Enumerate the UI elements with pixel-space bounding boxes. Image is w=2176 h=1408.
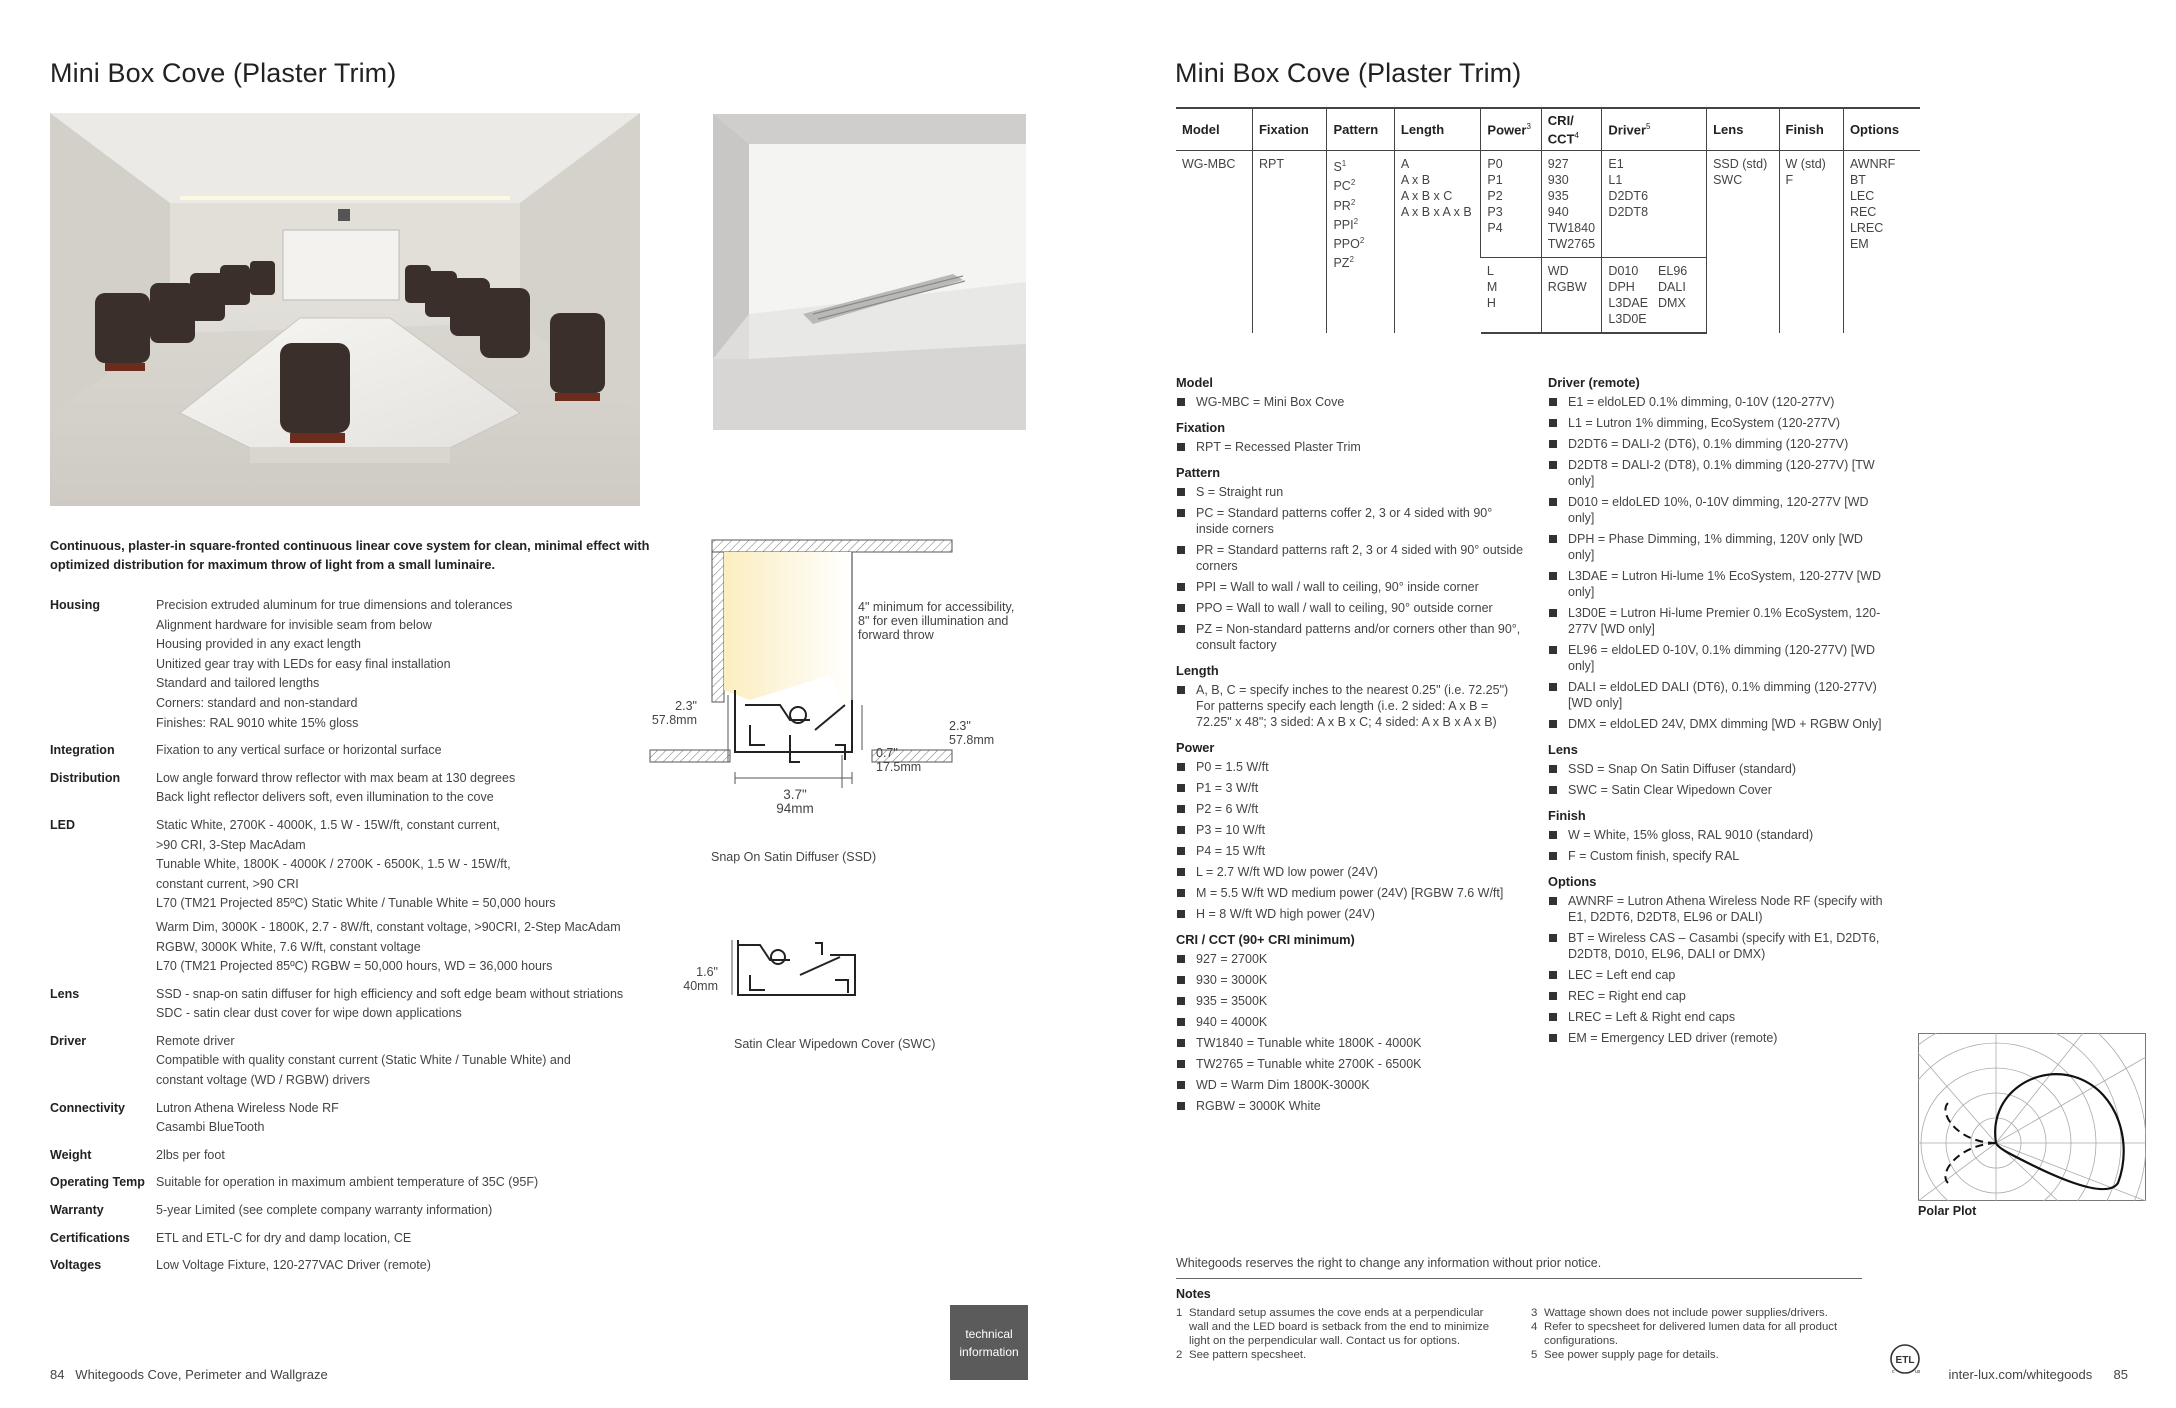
spec-row [50, 1201, 660, 1221]
legend-item: P3 = 10 W/ft [1176, 822, 1526, 838]
legend-item: D010 = eldoLED 10%, 0-10V dimming, 120-277V [WD only] [1548, 494, 1888, 526]
spec-lines [156, 1099, 660, 1138]
table-cell-value: SWC [1713, 173, 1743, 188]
spec-lines [156, 596, 660, 733]
legend-item: M = 5.5 W/ft WD medium power (24V) [RGBW 7.6 W/ft] [1176, 885, 1526, 901]
header-lens: Lens [1707, 108, 1779, 151]
table-cell-value: A x B x A x B [1400, 205, 1472, 220]
legend-item: DALI = eldoLED DALI (DT6), 0.1% dimming (120-277V) [WD only] [1548, 679, 1888, 711]
dimension-small: 0.7" 17.5mm [876, 746, 922, 774]
spec-label: Weight [50, 1147, 92, 1162]
legend-list [1548, 827, 1888, 864]
spec-label: Driver [50, 1033, 87, 1048]
spec-row [50, 985, 660, 1024]
legend-item: L3D0E = Lutron Hi-lume Premier 0.1% EcoSystem, 120-277V [WD only] [1548, 605, 1888, 637]
legend-item: H = 8 W/ft WD high power (24V) [1176, 906, 1526, 922]
spec-lines [156, 985, 660, 1024]
legend-item: S = Straight run [1176, 484, 1526, 500]
table-cell-value: BT [1849, 173, 1866, 188]
table-cell-value: A [1400, 157, 1410, 172]
legend-item: P4 = 15 W/ft [1176, 843, 1526, 859]
table-cell-value: EM [1849, 237, 1869, 252]
table-cell-value: $PR^2$ [1333, 197, 1356, 213]
note-item [1531, 1348, 1861, 1362]
legend-left [1176, 365, 1526, 1119]
driver-values-bottom [1602, 258, 1707, 334]
legend-item: SSD = Snap On Satin Diffuser (standard) [1548, 761, 1888, 777]
legend-item: F = Custom finish, specify RAL [1548, 848, 1888, 864]
page-title-left: Mini Box Cove (Plaster Trim) [50, 58, 397, 88]
spec-row [50, 1256, 660, 1276]
spec-line: Alignment hardware for invisible seam from below [156, 617, 432, 632]
spec-lines [156, 1173, 660, 1193]
spec-line: SDC - satin clear dust cover for wipe down applications [156, 1006, 462, 1021]
spec-line: RGBW, 3000K White, 7.6 W/ft, constant voltage [156, 939, 421, 954]
legend-list [1176, 484, 1526, 653]
legend-item: L1 = Lutron 1% dimming, EcoSystem (120-277V) [1548, 415, 1888, 431]
legend-item: E1 = eldoLED 0.1% dimming, 0-10V (120-277V) [1548, 394, 1888, 410]
notes-left [1176, 1306, 1506, 1362]
legend-item: LREC = Left & Right end caps [1548, 1009, 1888, 1025]
spec-row [50, 769, 660, 808]
spec-label: Distribution [50, 770, 121, 785]
legend-item: P0 = 1.5 W/ft [1176, 759, 1526, 775]
table-cell-value: LREC [1849, 221, 1884, 236]
legend-item: PR = Standard patterns raft 2, 3 or 4 sided with 90° outside corners [1176, 542, 1526, 574]
spec-label: Connectivity [50, 1100, 126, 1115]
spec-line: 5-year Limited (see complete company warranty information) [156, 1203, 493, 1218]
table-cell-value: WG-MBC [1182, 157, 1236, 172]
legend-list [1548, 761, 1888, 798]
technical-information-tab[interactable]: technical information [950, 1305, 1028, 1380]
polar-plot-label: Polar Plot [1918, 1204, 1977, 1218]
table-cell-value: P0 [1487, 157, 1503, 172]
spec-line: Suitable for operation in maximum ambient temperature of 35C (95F) [156, 1175, 539, 1190]
spec-line: Standard and tailored lengths [156, 676, 320, 691]
legend-list [1548, 394, 1888, 732]
spec-line: Casambi BlueTooth [156, 1120, 265, 1135]
spec-line: Static White, 2700K - 4000K, 1.5 W - 15W/ft, constant current, [156, 817, 500, 832]
header-power: Power$^3$ [1481, 108, 1541, 151]
note-item [1176, 1348, 1506, 1362]
table-cell-value: DPH [1608, 280, 1635, 295]
legend-item: D2DT8 = DALI-2 (DT8), 0.1% dimming (120-277V) [TW only] [1548, 457, 1888, 489]
note-item [1176, 1306, 1506, 1348]
legend-item: 940 = 4000K [1176, 1014, 1526, 1030]
notes-right [1531, 1306, 1861, 1362]
table-cell-value: DMX [1658, 296, 1686, 311]
table-cell-value: D2DT6 [1608, 189, 1649, 204]
table-cell-value: WD [1547, 264, 1569, 279]
table-cell-value: REC [1849, 205, 1877, 220]
intro-paragraph: Continuous, plaster-in square-fronted continuous linear cove system for clean, minimal effect with optimized distribution for maximum throw of light from a small luminaire. [50, 538, 650, 572]
table-cell-value: TW1840 [1547, 221, 1596, 236]
spec-line: 2lbs per foot [156, 1147, 225, 1162]
legend-heading: Lens [1548, 742, 1578, 757]
table-cell-value: $PC^2$ [1333, 178, 1356, 194]
legend-item: PPO = Wall to wall / wall to ceiling, 90° outside corner [1176, 600, 1526, 616]
note-number: 1 [1176, 1307, 1183, 1319]
swc-profile-diagram [730, 935, 865, 1005]
note-item [1531, 1306, 1861, 1320]
legend-item: LEC = Left end cap [1548, 967, 1888, 983]
dimension-swc: 1.6" 40mm [683, 965, 718, 993]
options-values [1843, 151, 1920, 334]
spec-line: Lutron Athena Wireless Node RF [156, 1100, 339, 1115]
spec-row [50, 816, 660, 977]
table-cell-value: D2DT8 [1608, 205, 1649, 220]
table-cell-value: M [1486, 280, 1498, 295]
legend-list [1176, 759, 1526, 922]
spec-label: LED [50, 817, 75, 832]
spec-line: Corners: standard and non-standard [156, 695, 358, 710]
spec-label: Voltages [50, 1258, 102, 1273]
table-cell-value: $PZ^2$ [1333, 255, 1354, 271]
table-cell-value: RGBW [1547, 280, 1587, 295]
notes-title: Notes [1176, 1287, 1211, 1301]
spec-list [50, 596, 660, 1284]
lens-values [1707, 151, 1779, 334]
legend-item: WD = Warm Dim 1800K-3000K [1176, 1077, 1526, 1093]
dimension-left: 2.3" 57.8mm [651, 699, 697, 727]
spec-line: Housing provided in any exact length [156, 637, 361, 652]
legend-item: L3DAE = Lutron Hi-lume 1% EcoSystem, 120-277V [WD only] [1548, 568, 1888, 600]
legend-heading: Power [1176, 740, 1215, 755]
cri-values-top [1541, 151, 1602, 258]
table-cell-value: 927 [1547, 157, 1569, 172]
table-cell-value: 930 [1547, 173, 1569, 188]
spec-line: Remote driver [156, 1033, 235, 1048]
page-number: 85 [2113, 1367, 2128, 1382]
legend-item: TW2765 = Tunable white 2700K - 6500K [1176, 1056, 1526, 1072]
legend-item: P1 = 3 W/ft [1176, 780, 1526, 796]
note-number: 5 [1531, 1349, 1538, 1361]
table-cell-value: L3DAE [1608, 296, 1649, 311]
spec-lines [156, 741, 660, 761]
legend-item: EM = Emergency LED driver (remote) [1548, 1030, 1888, 1046]
fixation-values [1252, 151, 1326, 334]
header-driver: Driver$^5$ [1602, 108, 1707, 151]
legend-item: DPH = Phase Dimming, 1% dimming, 120V only [WD only] [1548, 531, 1888, 563]
legend-list [1176, 682, 1526, 730]
footer-right [1948, 1367, 2128, 1382]
svg-text:c: c [1892, 1369, 1895, 1375]
legend-item: REC = Right end cap [1548, 988, 1888, 1004]
legend-heading: Pattern [1176, 465, 1221, 480]
table-cell-value: A x B x C [1400, 189, 1453, 204]
note-number: 4 [1531, 1321, 1538, 1333]
table-cell-value: SSD (std) [1713, 157, 1768, 172]
spec-row [50, 1229, 660, 1249]
footer-left: 84 Whitegoods Cove, Perimeter and Wallgraze [50, 1367, 328, 1382]
svg-text:ETL: ETL [1895, 1355, 1915, 1366]
model-values [1176, 151, 1252, 334]
spec-line: Warm Dim, 3000K - 1800K, 2.7 - 8W/ft, constant voltage, >90CRI, 2-Step MacAdam [156, 919, 621, 934]
spec-line: Precision extruded aluminum for true dimensions and tolerances [156, 598, 513, 612]
legend-item: 930 = 3000K [1176, 972, 1526, 988]
table-cell-value: F [1785, 173, 1794, 188]
note-text: Refer to specsheet for delivered lumen data for all product configurations. [1544, 1321, 1838, 1347]
legend-item: BT = Wireless CAS – Casambi (specify with E1, D2DT6, D2DT8, D010, EL96, DALI or DMX) [1548, 930, 1888, 962]
spec-label: Housing [50, 598, 100, 612]
note-text: Standard setup assumes the cove ends at a perpendicular wall and the LED board is setback from the end to minimize light on the perpendicular wall. Contact us for options. [1189, 1307, 1490, 1347]
legend-heading: Options [1548, 874, 1597, 889]
legend-list [1176, 394, 1526, 410]
cri-values-bottom [1541, 258, 1602, 334]
power-values-bottom [1481, 258, 1541, 334]
ordering-table [1176, 107, 1920, 334]
table-cell-value: EL96 [1658, 264, 1688, 279]
table-cell-value: E1 [1608, 157, 1624, 172]
spec-lines [156, 1146, 660, 1166]
legend-item: A, B, C = specify inches to the nearest 0.25" (i.e. 72.25") For patterns specify each length (i.e. 2 sided: A x B = 72.25" x 48"; 3 sided: A x B x C; 4 sided: A x B x A x B) [1176, 682, 1526, 730]
table-cell-value: P3 [1487, 205, 1503, 220]
legend-item: RPT = Recessed Plaster Trim [1176, 439, 1526, 455]
legend-item: TW1840 = Tunable white 1800K - 4000K [1176, 1035, 1526, 1051]
note-item [1531, 1320, 1861, 1348]
header-options: Options [1843, 108, 1920, 151]
legend-list [1548, 893, 1888, 1046]
table-cell-value: AWNRF [1849, 157, 1896, 172]
legend-heading: Finish [1548, 808, 1586, 823]
legend-item: DMX = eldoLED 24V, DMX dimming [WD + RGBW Only] [1548, 716, 1888, 732]
header-pattern: Pattern [1327, 108, 1394, 151]
legend-item: SWC = Satin Clear Wipedown Cover [1548, 782, 1888, 798]
spec-line: >90 CRI, 3-Step MacAdam [156, 837, 306, 852]
spec-lines [156, 1032, 660, 1091]
accessibility-note: 4" minimum for accessibility, 8" for even illumination and forward throw [858, 600, 1015, 642]
legend-heading: Length [1176, 663, 1219, 678]
note-number: 3 [1531, 1307, 1538, 1319]
spec-line: Fixation to any vertical surface or horizontal surface [156, 743, 442, 758]
spec-row [50, 1146, 660, 1166]
spec-line: Finishes: RAL 9010 white 15% gloss [156, 715, 359, 730]
legend-item: D2DT6 = DALI-2 (DT6), 0.1% dimming (120-277V) [1548, 436, 1888, 452]
page-title-right: Mini Box Cove (Plaster Trim) [1175, 58, 1522, 88]
spec-line: Back light reflector delivers soft, even illumination to the cove [156, 790, 494, 805]
length-values [1394, 151, 1481, 334]
spec-row [50, 1032, 660, 1091]
spec-line: Compatible with quality constant current (Static White / Tunable White) and [156, 1053, 571, 1068]
disclaimer: Whitegoods reserves the right to change any information without prior notice. [1176, 1256, 1862, 1279]
legend-item: PZ = Non-standard patterns and/or corners other than 90°, consult factory [1176, 621, 1526, 653]
header-model: Model [1176, 108, 1252, 151]
legend-heading: Model [1176, 375, 1213, 390]
spec-label: Lens [50, 986, 80, 1001]
spec-row [50, 596, 660, 733]
note-text: See pattern specsheet. [1189, 1349, 1307, 1361]
legend-item: 935 = 3500K [1176, 993, 1526, 1009]
dimension-bottom: 3.7" 94mm [776, 787, 814, 816]
spec-line: Tunable White, 1800K - 4000K / 2700K - 6500K, 1.5 W - 15W/ft, [156, 857, 511, 872]
spec-line: L70 (TM21 Projected 85ºC) Static White / Tunable White = 50,000 hours [156, 896, 556, 911]
conference-room-photo [50, 113, 640, 506]
legend-item: AWNRF = Lutron Athena Wireless Node RF (specify with E1, D2DT6, D2DT8, EL96 or DALI) [1548, 893, 1888, 925]
spec-label: Operating Temp [50, 1175, 145, 1190]
spec-lines [156, 1229, 660, 1249]
header-fixation: Fixation [1252, 108, 1326, 151]
spec-line: constant current, >90 CRI [156, 876, 299, 891]
spec-line: SSD - snap-on satin diffuser for high efficiency and soft edge beam without striations [156, 986, 624, 1001]
legend-item: L = 2.7 W/ft WD low power (24V) [1176, 864, 1526, 880]
legend-item: 927 = 2700K [1176, 951, 1526, 967]
table-cell-value: P2 [1487, 189, 1503, 204]
spec-line: constant voltage (WD / RGBW) drivers [156, 1073, 370, 1088]
table-cell-value: A x B [1400, 173, 1431, 188]
legend-heading: Fixation [1176, 420, 1226, 435]
legend-item: WG-MBC = Mini Box Cove [1176, 394, 1526, 410]
table-cell-value: P1 [1487, 173, 1503, 188]
legend-item: RGBW = 3000K White [1176, 1098, 1526, 1114]
legend-heading: CRI / CCT (90+ CRI minimum) [1176, 932, 1355, 947]
polar-plot [1918, 1033, 2146, 1201]
finish-values [1779, 151, 1843, 334]
table-cell-value: PPO$^2$ [1333, 235, 1365, 252]
spec-line: Low Voltage Fixture, 120-277VAC Driver (remote) [156, 1258, 431, 1273]
table-cell-value: $S^1$ [1333, 159, 1347, 175]
table-cell-value: L3D0E [1608, 312, 1647, 327]
etl-certification-logo [1888, 1342, 1922, 1376]
caption-ssd: Snap On Satin Diffuser (SSD) [711, 850, 877, 864]
footer-url[interactable]: inter-lux.com/whitegoods [1948, 1367, 2093, 1382]
table-cell-value: 935 [1547, 189, 1569, 204]
spec-label: Warranty [50, 1203, 104, 1218]
caption-swc: Satin Clear Wipedown Cover (SWC) [734, 1037, 936, 1051]
header-finish: Finish [1779, 108, 1843, 151]
table-cell-value: RPT [1258, 157, 1284, 172]
legend-heading: Driver (remote) [1548, 375, 1640, 390]
table-cell-value: DALI [1658, 280, 1686, 295]
table-cell-value: L [1486, 264, 1494, 279]
table-cell-value: D010 [1608, 264, 1639, 279]
spec-lines [156, 1201, 660, 1221]
cove-render-image [713, 114, 1026, 430]
note-text: See power supply page for details. [1544, 1349, 1719, 1361]
spec-lines [156, 1256, 660, 1276]
spec-line: Unitized gear tray with LEDs for easy final installation [156, 656, 451, 671]
spec-row [50, 1173, 660, 1193]
spec-label: Certifications [50, 1230, 130, 1245]
note-text: Wattage shown does not include power supplies/drivers. [1544, 1307, 1828, 1319]
legend-list [1176, 951, 1526, 1114]
pattern-values [1327, 151, 1394, 334]
note-number: 2 [1176, 1349, 1183, 1361]
spec-line: ETL and ETL-C for dry and damp location, CE [156, 1230, 412, 1245]
table-cell-value: H [1486, 296, 1496, 311]
svg-text:us: us [1915, 1369, 1921, 1375]
legend-list [1176, 439, 1526, 455]
spec-lines [156, 769, 660, 808]
legend-item: EL96 = eldoLED 0-10V, 0.1% dimming (120-277V) [WD only] [1548, 642, 1888, 674]
spec-row [50, 1099, 660, 1138]
legend-item: P2 = 6 W/ft [1176, 801, 1526, 817]
table-cell-value: L1 [1608, 173, 1623, 188]
power-values-top [1481, 151, 1541, 258]
legend-right [1548, 365, 1888, 1051]
legend-item: PPI = Wall to wall / wall to ceiling, 90° inside corner [1176, 579, 1526, 595]
dimension-right: 2.3" 57.8mm [949, 719, 995, 747]
table-cell-value: W (std) [1785, 157, 1826, 172]
table-cell-value: TW2765 [1547, 237, 1596, 252]
spec-line: Low angle forward throw reflector with max beam at 130 degrees [156, 770, 516, 785]
legend-item: W = White, 15% gloss, RAL 9010 (standard) [1548, 827, 1888, 843]
spec-row [50, 741, 660, 761]
driver-values-top [1602, 151, 1707, 258]
spec-line: L70 (TM21 Projected 85ºC) RGBW = 50,000 hours, WD = 36,000 hours [156, 959, 553, 974]
table-cell-value: 940 [1547, 205, 1569, 220]
header-length: Length [1394, 108, 1481, 151]
header-cri-cct: CRI/ CCT$^4$ [1541, 108, 1602, 151]
legend-item: PC = Standard patterns coffer 2, 3 or 4 sided with 90° inside corners [1176, 505, 1526, 537]
spec-lines [156, 816, 660, 977]
table-cell-value: PPI$^2$ [1333, 216, 1359, 232]
spec-label: Integration [50, 743, 115, 758]
table-cell-value: LEC [1849, 189, 1875, 204]
table-cell-value: P4 [1487, 221, 1503, 236]
